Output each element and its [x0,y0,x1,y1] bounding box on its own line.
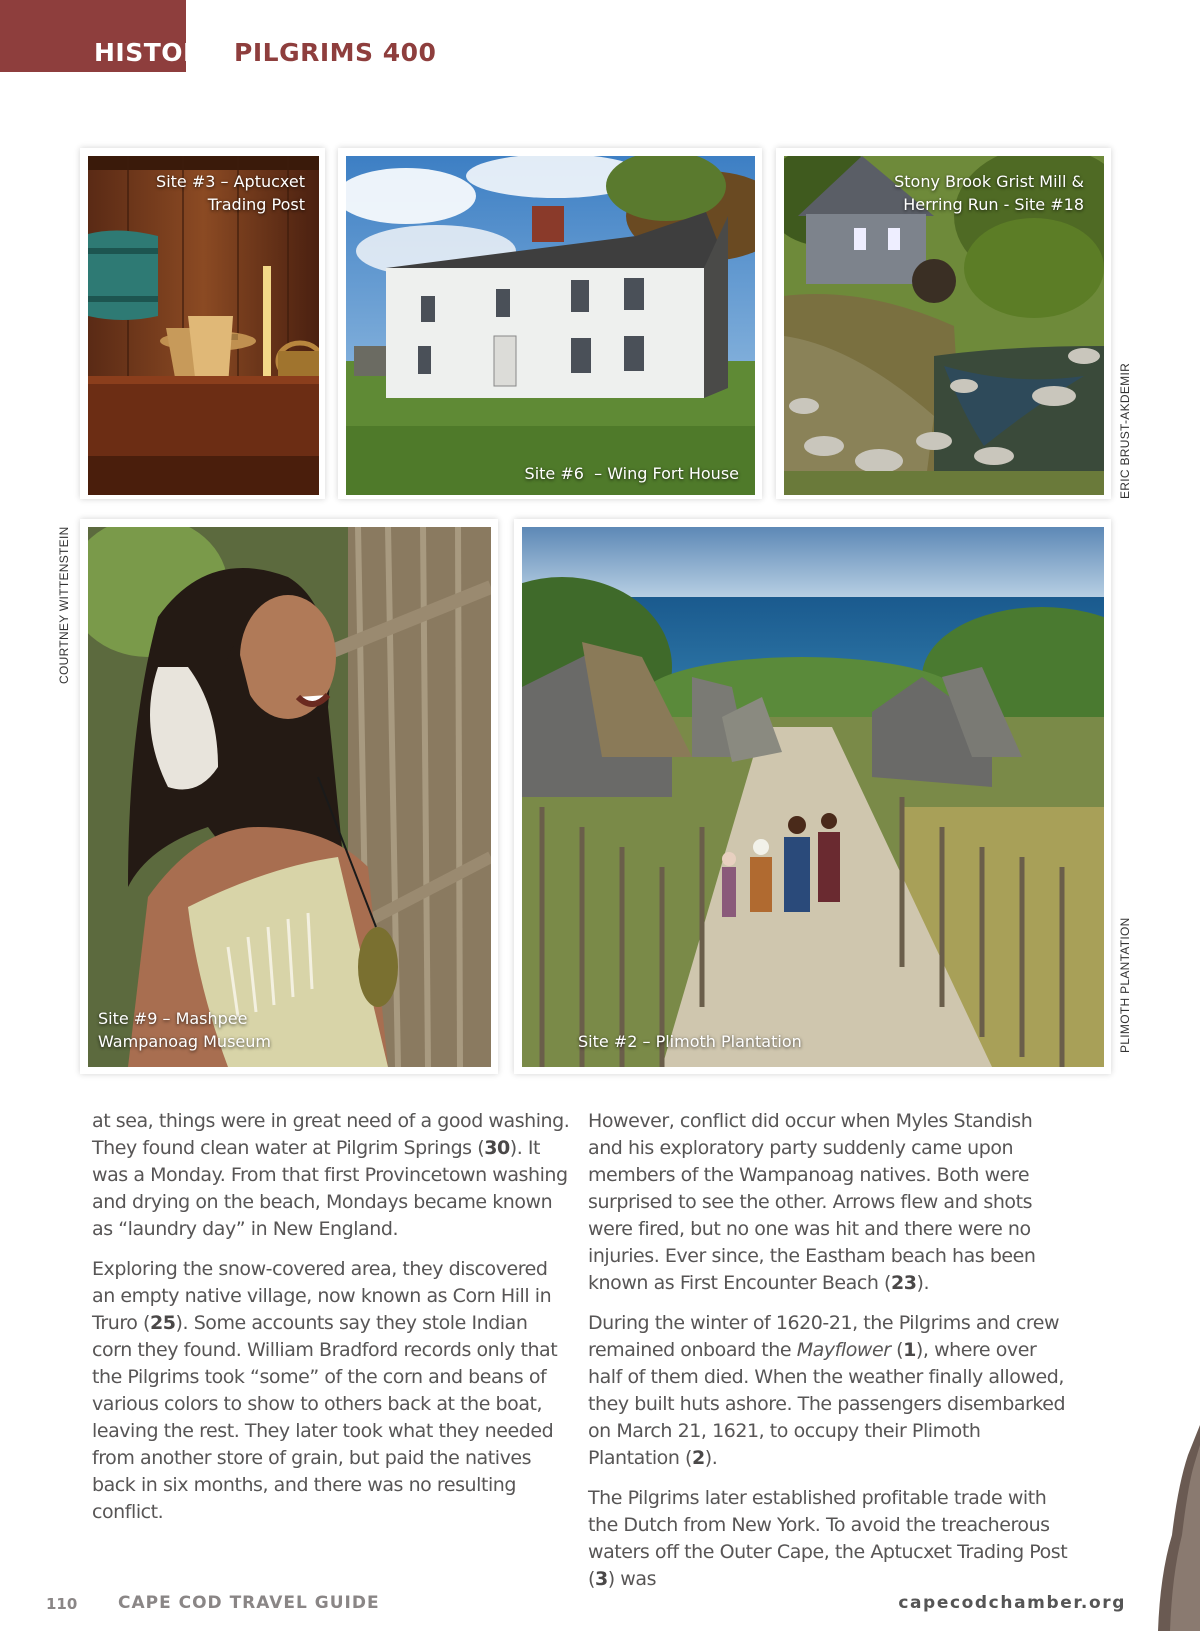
text-run: ). Some accounts say they stole Indian corn they found. William Bradford records only that the Pilgrims took “some” of the corn and beans of various colors to show to others back at the boat, leaving the rest. They later took what they needed from another store of grain, but paid the natives back in six months, and there was no resulting conflict. [92,1312,558,1523]
article-paragraph [92,1108,572,1243]
caption-aptucxet: Site #3 – Aptucxet Trading Post [156,172,305,214]
text-run: ) was [607,1568,657,1590]
photo-credit-bottom-right: PLIMOTH PLANTATION [1118,917,1132,1053]
photo-mashpee [88,527,491,1067]
caption-mashpee: Site #9 – Mashpee Wampanoag Museum [98,1009,271,1051]
photo-stony-brook [784,156,1104,495]
photo-plimoth [522,527,1104,1067]
text-run: ( [890,1339,904,1361]
text-run: at sea, things were in great need of a good washing. They found clean water at Pilgrim Springs ( [92,1110,570,1159]
page-number: 110 [46,1595,78,1613]
article-paragraph [588,1108,1068,1297]
caption-stony-brook: Stony Brook Grist Mill & Herring Run - Site #18 [894,172,1084,214]
text-run: However, conflict did occur when Myles Standish and his exploratory party suddenly came upon members of the Wampanoag natives. Both were surprised to see the other. Arrows flew and shots were fired, but no one was hit and there were no injuries. Ever since, the Eastham beach has been known as First Encounter Beach ( [588,1110,1036,1294]
caption-plimoth: Site #2 – Plimoth Plantation [578,1032,802,1051]
italic-text: Mayflower [796,1339,891,1361]
text-run: The Pilgrims later established profitable trade with the Dutch from New York. To avoid the treacherous waters off the Outer Cape, the Aptucxet Trading Post ( [588,1487,1068,1590]
caption-wing-fort: Site #6 – Wing Fort House [524,464,739,483]
article-column-right [588,1108,1068,1606]
text-run: During the winter of 1620-21, the Pilgrims and crew remained onboard the [588,1312,1060,1361]
text-run: ). [916,1272,930,1294]
text-run: ). [704,1447,718,1469]
site-number: 23 [891,1272,917,1294]
article-paragraph [588,1310,1068,1472]
site-number: 2 [691,1447,705,1469]
text-run: ). It was a Monday. From that first Provincetown washing and drying on the beach, Mondays became known as “laundry day” in New England. [92,1137,568,1240]
website-link[interactable]: capecodchamber.org [898,1593,1126,1613]
photo-credit-top-right: ERIC BRUST-AKDEMIR [1118,362,1132,499]
site-number: 25 [150,1312,176,1334]
article-paragraph [92,1256,572,1526]
article-paragraph [588,1485,1068,1593]
topic-label: PILGRIMS 400 [234,38,437,67]
photo-aptucxet [88,156,319,495]
page-header [94,38,436,68]
text-run: Exploring the snow-covered area, they discovered an empty native village, now known as Corn Hill in Truro ( [92,1258,552,1334]
section-label: HISTORY [94,38,221,67]
photo-credit-left: COURTNEY WITTENSTEIN [57,526,71,684]
rock-image-fragment [1158,1425,1200,1631]
text-run: ), where over half of them died. When the weather finally allowed, they built huts ashore. The passengers disembarked on March 21, 1621, to occupy their Plimoth Plantation ( [588,1339,1066,1469]
site-number: 3 [594,1568,608,1590]
site-number: 30 [484,1137,510,1159]
article-column-left [92,1108,572,1539]
photo-wing-fort [346,156,755,495]
site-number: 1 [903,1339,916,1361]
publication-name: CAPE COD TRAVEL GUIDE [118,1593,380,1613]
